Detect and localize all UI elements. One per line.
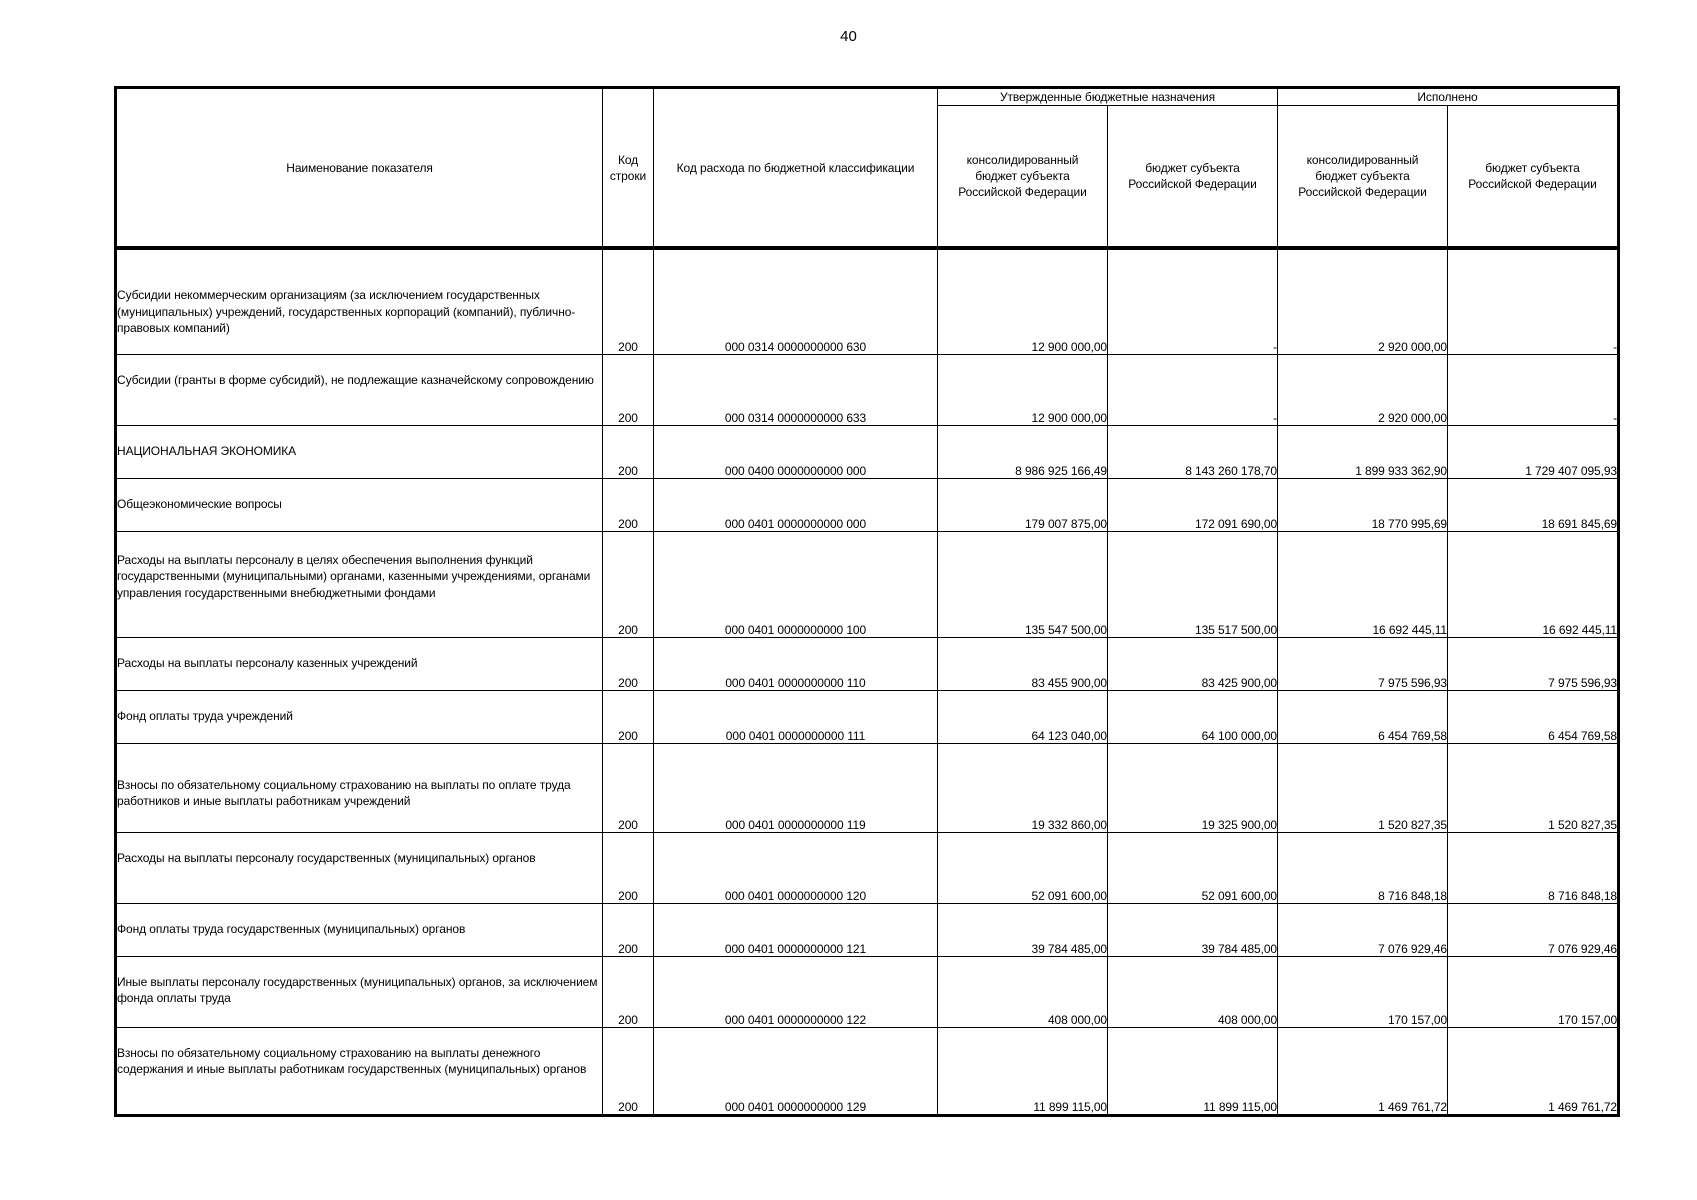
header-executed-subject: бюджет субъекта Российской Федерации bbox=[1448, 106, 1619, 249]
table-row bbox=[116, 956, 1619, 1027]
row-line-code: 200 bbox=[603, 248, 654, 354]
row-executed-consolidated: 1 520 827,35 bbox=[1278, 743, 1448, 832]
row-line-code: 200 bbox=[603, 956, 654, 1027]
row-name: Фонд оплаты труда учреждений bbox=[117, 708, 293, 723]
row-executed-subject: 18 691 845,69 bbox=[1448, 478, 1619, 531]
header-approved-subject: бюджет субъекта Российской Федерации bbox=[1108, 106, 1278, 249]
table-row bbox=[116, 903, 1619, 956]
row-name: Расходы на выплаты персоналу в целях обеспечения выполнения функций государственными (муниципальными) органами, казенными учреждениями, органами управления государственными внебюджетными фондами bbox=[117, 552, 591, 600]
row-approved-subject: 52 091 600,00 bbox=[1108, 832, 1278, 903]
row-name: Фонд оплаты труда государственных (муниципальных) органов bbox=[117, 921, 466, 936]
header-budget-code: Код расхода по бюджетной классификации bbox=[654, 88, 938, 249]
row-executed-consolidated: 8 716 848,18 bbox=[1278, 832, 1448, 903]
row-name-cell bbox=[116, 956, 603, 1027]
row-line-code: 200 bbox=[603, 531, 654, 637]
table-row bbox=[116, 531, 1619, 637]
row-executed-subject: 170 157,00 bbox=[1448, 956, 1619, 1027]
row-name-cell bbox=[116, 832, 603, 903]
row-budget-code: 000 0314 0000000000 633 bbox=[654, 354, 938, 425]
row-approved-subject: 83 425 900,00 bbox=[1108, 637, 1278, 690]
row-budget-code: 000 0401 0000000000 100 bbox=[654, 531, 938, 637]
row-approved-subject: 135 517 500,00 bbox=[1108, 531, 1278, 637]
row-budget-code: 000 0401 0000000000 119 bbox=[654, 743, 938, 832]
row-executed-consolidated: 16 692 445,11 bbox=[1278, 531, 1448, 637]
row-approved-subject: 64 100 000,00 bbox=[1108, 690, 1278, 743]
row-name: Иные выплаты персоналу государственных (муниципальных) органов, за исключением фонда оплаты труда bbox=[117, 974, 598, 1005]
row-approved-consolidated: 11 899 115,00 bbox=[938, 1027, 1108, 1115]
row-name-cell bbox=[116, 690, 603, 743]
table-row bbox=[116, 690, 1619, 743]
row-executed-subject: 1 520 827,35 bbox=[1448, 743, 1619, 832]
row-approved-consolidated: 135 547 500,00 bbox=[938, 531, 1108, 637]
row-approved-consolidated: 39 784 485,00 bbox=[938, 903, 1108, 956]
row-name-cell bbox=[116, 743, 603, 832]
row-approved-consolidated: 12 900 000,00 bbox=[938, 248, 1108, 354]
table-row bbox=[116, 248, 1619, 354]
row-executed-subject: 7 975 596,93 bbox=[1448, 637, 1619, 690]
row-name: Взносы по обязательному социальному страхованию на выплаты денежного содержания и иные выплаты работникам государственных (муниципальных) органов bbox=[117, 1045, 587, 1076]
row-executed-subject: 6 454 769,58 bbox=[1448, 690, 1619, 743]
row-name-cell bbox=[116, 248, 603, 354]
row-executed-subject: 1 469 761,72 bbox=[1448, 1027, 1619, 1115]
row-line-code: 200 bbox=[603, 743, 654, 832]
row-executed-consolidated: 1 899 933 362,90 bbox=[1278, 425, 1448, 478]
row-executed-consolidated: 2 920 000,00 bbox=[1278, 354, 1448, 425]
row-approved-subject: 408 000,00 bbox=[1108, 956, 1278, 1027]
header-approved: Утвержденные бюджетные назначения bbox=[938, 88, 1278, 106]
row-name: Расходы на выплаты персоналу государственных (муниципальных) органов bbox=[117, 850, 536, 865]
budget-report-table bbox=[114, 86, 1620, 1117]
header-executed: Исполнено bbox=[1278, 88, 1619, 106]
row-line-code: 200 bbox=[603, 425, 654, 478]
row-budget-code: 000 0401 0000000000 129 bbox=[654, 1027, 938, 1115]
row-name: Взносы по обязательному социальному страхованию на выплаты по оплате труда работников и иные выплаты работникам учреждений bbox=[117, 777, 571, 808]
row-executed-subject: - bbox=[1448, 248, 1619, 354]
table-row bbox=[116, 637, 1619, 690]
row-approved-consolidated: 64 123 040,00 bbox=[938, 690, 1108, 743]
row-name-cell bbox=[116, 425, 603, 478]
row-approved-subject: - bbox=[1108, 354, 1278, 425]
row-budget-code: 000 0314 0000000000 630 bbox=[654, 248, 938, 354]
row-executed-subject: 8 716 848,18 bbox=[1448, 832, 1619, 903]
row-budget-code: 000 0401 0000000000 121 bbox=[654, 903, 938, 956]
header-name: Наименование показателя bbox=[116, 88, 603, 249]
header-line-code: Код строки bbox=[603, 88, 654, 249]
row-approved-consolidated: 19 332 860,00 bbox=[938, 743, 1108, 832]
row-line-code: 200 bbox=[603, 637, 654, 690]
header-approved-consolidated: консолидированный бюджет субъекта Российской Федерации bbox=[938, 106, 1108, 249]
row-approved-subject: 39 784 485,00 bbox=[1108, 903, 1278, 956]
row-approved-consolidated: 83 455 900,00 bbox=[938, 637, 1108, 690]
row-executed-subject: - bbox=[1448, 354, 1619, 425]
row-line-code: 200 bbox=[603, 690, 654, 743]
row-executed-consolidated: 170 157,00 bbox=[1278, 956, 1448, 1027]
row-line-code: 200 bbox=[603, 354, 654, 425]
row-executed-consolidated: 2 920 000,00 bbox=[1278, 248, 1448, 354]
row-name-cell bbox=[116, 637, 603, 690]
row-line-code: 200 bbox=[603, 1027, 654, 1115]
row-budget-code: 000 0400 0000000000 000 bbox=[654, 425, 938, 478]
row-executed-consolidated: 1 469 761,72 bbox=[1278, 1027, 1448, 1115]
row-budget-code: 000 0401 0000000000 000 bbox=[654, 478, 938, 531]
row-name-cell bbox=[116, 478, 603, 531]
table-row bbox=[116, 743, 1619, 832]
row-approved-consolidated: 52 091 600,00 bbox=[938, 832, 1108, 903]
row-name: Субсидии некоммерческим организациям (за исключением государственных (муниципальных) учреждений, государственных корпораций (компаний), публично-правовых компаний) bbox=[117, 288, 576, 335]
table-row bbox=[116, 478, 1619, 531]
table-row bbox=[116, 354, 1619, 425]
row-budget-code: 000 0401 0000000000 110 bbox=[654, 637, 938, 690]
row-name-cell bbox=[116, 903, 603, 956]
row-line-code: 200 bbox=[603, 832, 654, 903]
header-executed-consolidated: консолидированный бюджет субъекта Российской Федерации bbox=[1278, 106, 1448, 249]
row-line-code: 200 bbox=[603, 903, 654, 956]
row-approved-consolidated: 179 007 875,00 bbox=[938, 478, 1108, 531]
row-approved-subject: 19 325 900,00 bbox=[1108, 743, 1278, 832]
row-budget-code: 000 0401 0000000000 111 bbox=[654, 690, 938, 743]
row-approved-consolidated: 408 000,00 bbox=[938, 956, 1108, 1027]
row-executed-subject: 1 729 407 095,93 bbox=[1448, 425, 1619, 478]
row-approved-subject: 172 091 690,00 bbox=[1108, 478, 1278, 531]
row-budget-code: 000 0401 0000000000 120 bbox=[654, 832, 938, 903]
row-approved-subject: 11 899 115,00 bbox=[1108, 1027, 1278, 1115]
table-row bbox=[116, 1027, 1619, 1115]
row-approved-consolidated: 8 986 925 166,49 bbox=[938, 425, 1108, 478]
row-name-cell bbox=[116, 531, 603, 637]
row-budget-code: 000 0401 0000000000 122 bbox=[654, 956, 938, 1027]
table-row bbox=[116, 832, 1619, 903]
row-name: Расходы на выплаты персоналу казенных учреждений bbox=[117, 655, 418, 670]
row-executed-subject: 16 692 445,11 bbox=[1448, 531, 1619, 637]
row-executed-consolidated: 7 076 929,46 bbox=[1278, 903, 1448, 956]
row-approved-subject: - bbox=[1108, 248, 1278, 354]
page-number: 40 bbox=[840, 28, 857, 45]
row-name: Общеэкономические вопросы bbox=[117, 496, 282, 511]
row-approved-subject: 8 143 260 178,70 bbox=[1108, 425, 1278, 478]
row-name-cell bbox=[116, 354, 603, 425]
row-name-cell bbox=[116, 1027, 603, 1115]
row-executed-consolidated: 18 770 995,69 bbox=[1278, 478, 1448, 531]
row-executed-subject: 7 076 929,46 bbox=[1448, 903, 1619, 956]
row-executed-consolidated: 7 975 596,93 bbox=[1278, 637, 1448, 690]
row-approved-consolidated: 12 900 000,00 bbox=[938, 354, 1108, 425]
row-name: Субсидии (гранты в форме субсидий), не подлежащие казначейскому сопровождению bbox=[117, 372, 594, 387]
row-executed-consolidated: 6 454 769,58 bbox=[1278, 690, 1448, 743]
row-name: НАЦИОНАЛЬНАЯ ЭКОНОМИКА bbox=[117, 443, 297, 458]
table-row bbox=[116, 425, 1619, 478]
row-line-code: 200 bbox=[603, 478, 654, 531]
